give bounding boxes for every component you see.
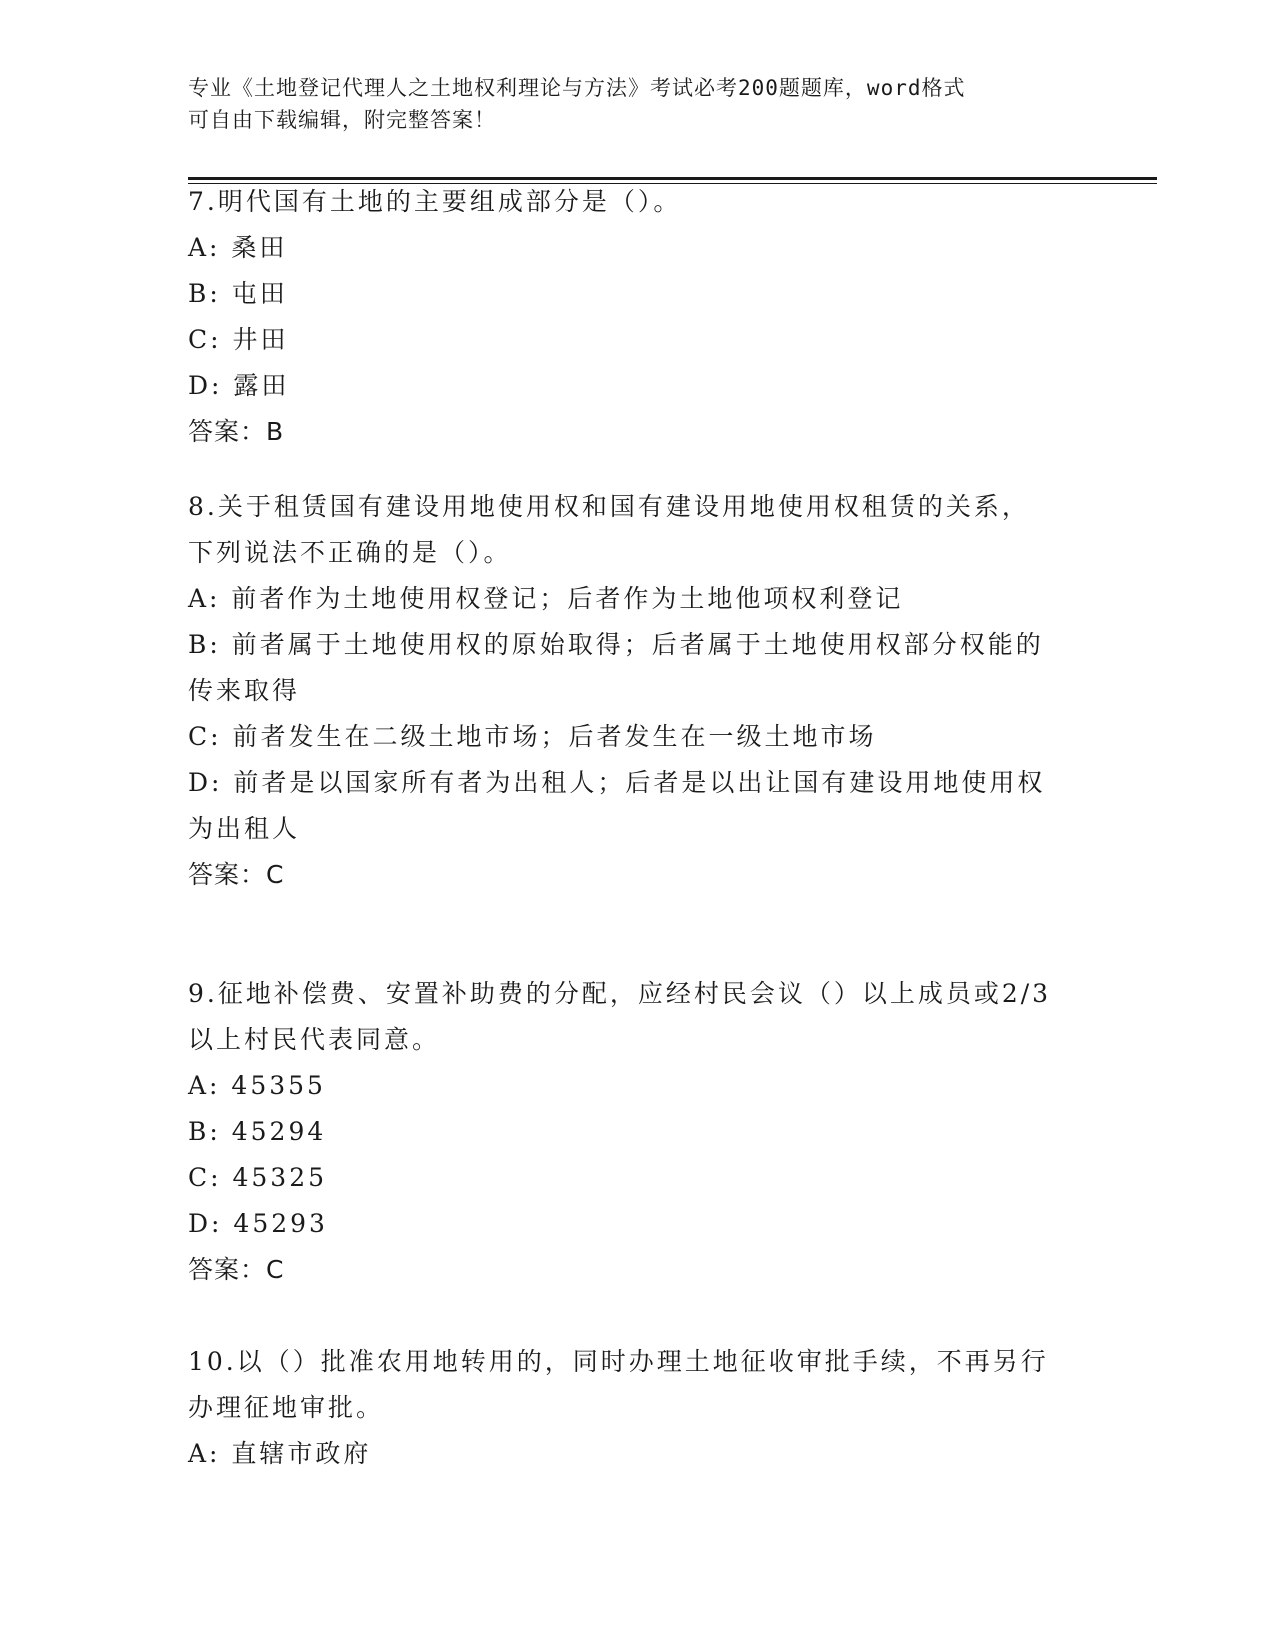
option-a: A: 前者作为土地使用权登记；后者作为土地他项权利登记 — [188, 584, 904, 613]
question-8 — [188, 484, 1088, 898]
question-text-cont: 办理征地审批。 — [188, 1393, 385, 1422]
answer: 答案：C — [188, 1255, 285, 1284]
question-text-cont: 下列说法不正确的是（）。 — [188, 538, 512, 567]
header-line-1: 专业《土地登记代理人之土地权利理论与方法》考试必考200题题库，word格式 — [188, 76, 966, 100]
question-text-cont: 以上村民代表同意。 — [188, 1025, 441, 1054]
document-header — [188, 72, 1088, 136]
option-b: B: 屯田 — [188, 279, 288, 308]
question-text: 10.以（）批准农用地转用的，同时办理土地征收审批手续，不再另行 — [188, 1347, 1049, 1376]
question-7 — [188, 179, 1088, 455]
option-b: B: 45294 — [188, 1117, 327, 1146]
option-a: A: 直辖市政府 — [188, 1439, 372, 1468]
option-c: C: 井田 — [188, 325, 289, 354]
option-b-cont: 传来取得 — [188, 676, 301, 705]
option-c: C: 前者发生在二级土地市场；后者发生在一级土地市场 — [188, 722, 877, 751]
option-d: D: 露田 — [188, 371, 290, 400]
answer: 答案：C — [188, 860, 285, 889]
option-a: A: 桑田 — [188, 233, 288, 262]
option-c: C: 45325 — [188, 1163, 328, 1192]
question-text: 9.征地补偿费、安置补助费的分配，应经村民会议（）以上成员或2/3 — [188, 979, 1052, 1008]
header-line-2: 可自由下载编辑，附完整答案！ — [188, 108, 496, 132]
question-text: 8.关于租赁国有建设用地使用权和国有建设用地使用权租赁的关系， — [188, 492, 1030, 521]
option-d: D: 前者是以国家所有者为出租人；后者是以出让国有建设用地使用权 — [188, 768, 1046, 797]
question-9 — [188, 971, 1088, 1293]
question-10 — [188, 1339, 1088, 1477]
option-d-cont: 为出租人 — [188, 814, 301, 843]
option-b: B: 前者属于土地使用权的原始取得；后者属于土地使用权部分权能的 — [188, 630, 1044, 659]
option-a: A: 45355 — [188, 1071, 326, 1100]
option-d: D: 45293 — [188, 1209, 328, 1238]
question-text: 7.明代国有土地的主要组成部分是（）。 — [188, 187, 682, 216]
answer: 答案：B — [188, 417, 285, 446]
